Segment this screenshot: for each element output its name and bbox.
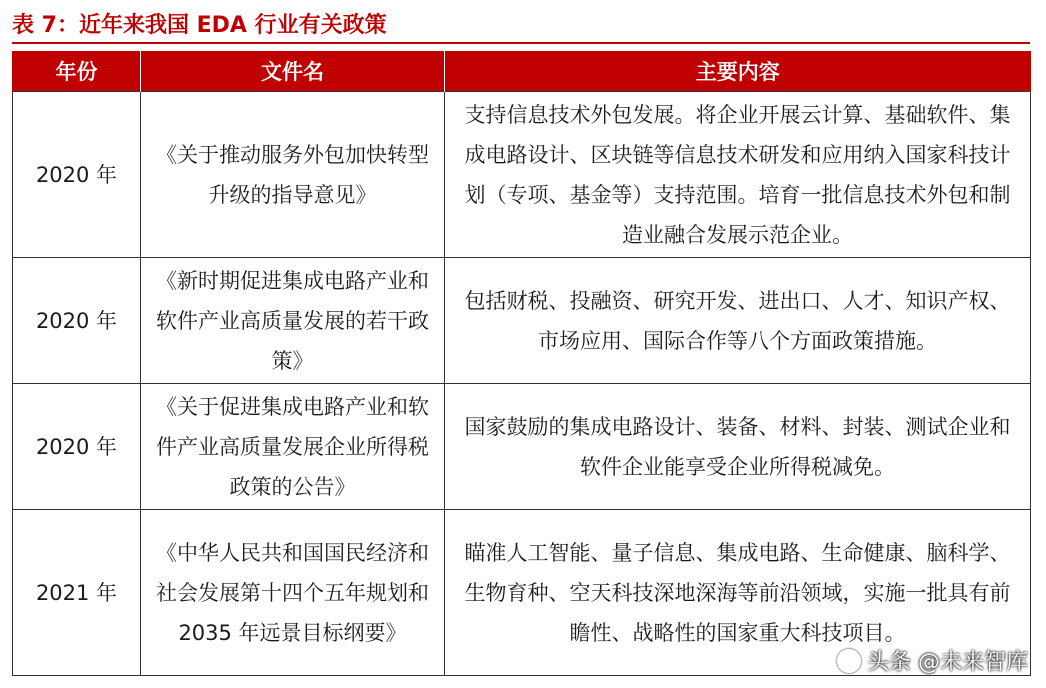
year-cell: 2021 年: [13, 510, 141, 676]
content-cell: 包括财税、投融资、研究开发、进出口、人才、知识产权、市场应用、国际合作等八个方面政策措施。: [445, 258, 1031, 384]
document-name-cell: 《新时期促进集成电路产业和软件产业高质量发展的若干政策》: [141, 258, 445, 384]
column-header-document: 文件名: [141, 51, 445, 92]
column-header-content: 主要内容: [445, 51, 1031, 92]
document-name-cell: 《关于促进集成电路产业和软件产业高质量发展企业所得税政策的公告》: [141, 384, 445, 510]
camera-icon: [837, 649, 861, 673]
column-header-year: 年份: [13, 51, 141, 92]
title-divider: [12, 42, 1030, 44]
content-cell: 支持信息技术外包发展。将企业开展云计算、基础软件、集成电路设计、区块链等信息技术研发和应用纳入国家科技计划（专项、基金等）支持范围。培育一批信息技术外包和制造业融合发展示范企业。: [445, 92, 1031, 258]
year-cell: 2020 年: [13, 92, 141, 258]
year-cell: 2020 年: [13, 384, 141, 510]
document-name-cell: 《中华人民共和国国民经济和社会发展第十四个五年规划和 2035 年远景目标纲要》: [141, 510, 445, 676]
watermark: [837, 645, 1028, 676]
table-row: [13, 384, 1031, 510]
watermark-text: 头条 @未来智库: [867, 650, 1028, 675]
document-name-cell: 《关于推动服务外包加快转型升级的指导意见》: [141, 92, 445, 258]
table-row: [13, 92, 1031, 258]
policy-table: [12, 51, 1031, 676]
year-cell: 2020 年: [13, 258, 141, 384]
table-header-row: [13, 51, 1031, 92]
content-cell: 瞄准人工智能、量子信息、集成电路、生命健康、脑科学、生物育种、空天科技深地深海等前沿领域，实施一批具有前瞻性、战略性的国家重大科技项目。: [445, 510, 1031, 676]
table-title: 表 7：近年来我国 EDA 行业有关政策: [12, 13, 387, 38]
table-row: [13, 258, 1031, 384]
content-cell: 国家鼓励的集成电路设计、装备、材料、封装、测试企业和软件企业能享受企业所得税减免。: [445, 384, 1031, 510]
